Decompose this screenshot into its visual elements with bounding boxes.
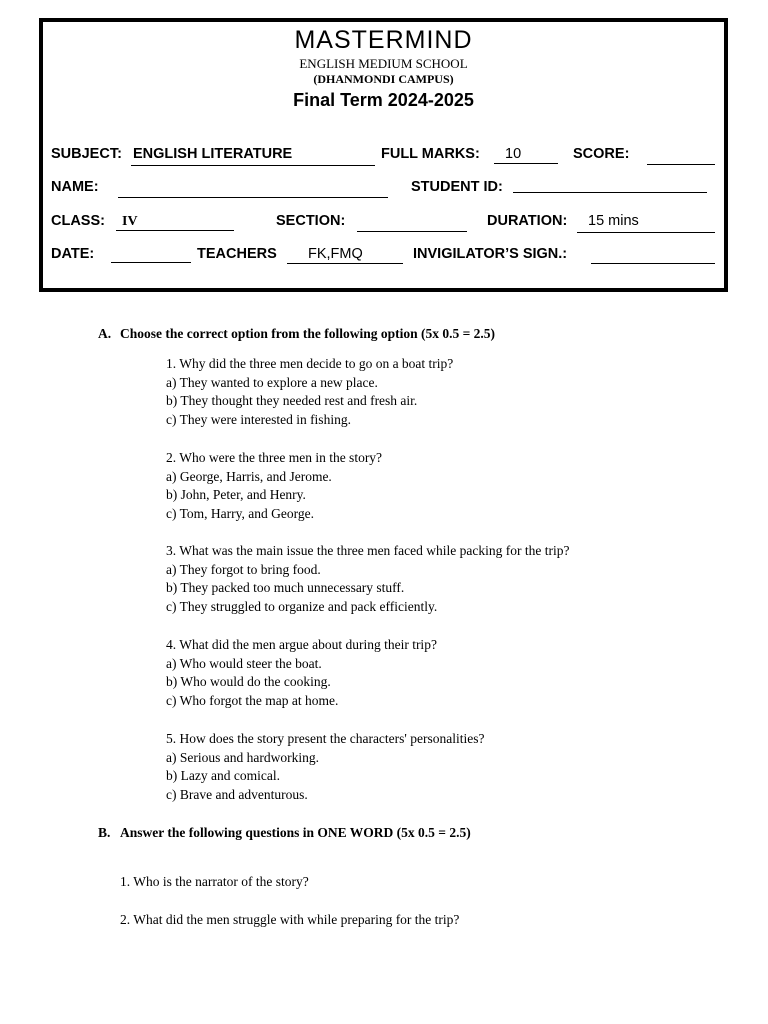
teachers-label: TEACHERS bbox=[197, 246, 277, 262]
subject-label: SUBJECT: bbox=[51, 146, 122, 162]
section-a-marker: A. bbox=[98, 326, 112, 341]
question-block bbox=[166, 636, 437, 711]
invigilator-label: INVIGILATOR’S SIGN.: bbox=[413, 246, 568, 262]
question-text: 5. How does the story present the characters' personalities? bbox=[166, 731, 485, 746]
score-field[interactable] bbox=[647, 164, 715, 165]
invigilator-sign-field[interactable] bbox=[591, 263, 715, 264]
date-field[interactable] bbox=[111, 262, 191, 263]
question-block bbox=[166, 730, 484, 805]
question-text: 4. What did the men argue about during their trip? bbox=[166, 637, 437, 652]
class-value: IV bbox=[122, 214, 138, 229]
answer-option: c) Brave and adventurous. bbox=[166, 787, 308, 803]
answer-option: a) They wanted to explore a new place. bbox=[166, 374, 378, 390]
full-marks-label: FULL MARKS: bbox=[381, 146, 480, 162]
school-name: MASTERMIND bbox=[294, 26, 473, 54]
answer-option: a) Serious and hardworking. bbox=[166, 749, 319, 765]
duration-label: DURATION: bbox=[487, 213, 568, 229]
date-label: DATE: bbox=[51, 246, 95, 262]
full-marks-line bbox=[494, 163, 558, 164]
question-block bbox=[166, 449, 382, 524]
section-field[interactable] bbox=[357, 231, 467, 232]
answer-option: c) Tom, Harry, and George. bbox=[166, 506, 315, 522]
question-block bbox=[166, 542, 569, 617]
student-id-field[interactable] bbox=[513, 192, 707, 193]
section-b-marker: B. bbox=[98, 825, 111, 840]
name-label: NAME: bbox=[51, 179, 99, 195]
teachers-line bbox=[287, 263, 403, 264]
short-question: 1. Who is the narrator of the story? bbox=[120, 874, 309, 889]
answer-option: a) George, Harris, and Jerome. bbox=[166, 468, 332, 484]
class-label: CLASS: bbox=[51, 213, 105, 229]
school-type: ENGLISH MEDIUM SCHOOL bbox=[299, 56, 468, 71]
exam-header-box bbox=[39, 18, 728, 292]
campus-name: (DHANMONDI CAMPUS) bbox=[313, 72, 454, 86]
subject-line bbox=[131, 165, 375, 166]
question-block bbox=[166, 355, 453, 430]
answer-option: b) They packed too much unnecessary stuff. bbox=[166, 580, 405, 596]
answer-option: b) Lazy and comical. bbox=[166, 768, 280, 784]
duration-line bbox=[577, 232, 715, 233]
subject-value: ENGLISH LITERATURE bbox=[133, 146, 293, 162]
question-text: 1. Why did the three men decide to go on a boat trip? bbox=[166, 356, 454, 371]
exam-title: Final Term 2024-2025 bbox=[293, 90, 474, 110]
answer-option: b) Who would do the cooking. bbox=[166, 674, 331, 690]
short-question: 2. What did the men struggle with while preparing for the trip? bbox=[120, 912, 460, 927]
full-marks-value: 10 bbox=[505, 146, 522, 162]
answer-option: b) John, Peter, and Henry. bbox=[166, 487, 306, 503]
duration-value: 15 mins bbox=[588, 213, 639, 229]
student-id-label: STUDENT ID: bbox=[411, 179, 503, 195]
answer-option: b) They thought they needed rest and fresh air. bbox=[166, 393, 418, 409]
score-label: SCORE: bbox=[573, 146, 630, 162]
answer-option: a) They forgot to bring food. bbox=[166, 561, 321, 577]
section-label: SECTION: bbox=[276, 213, 346, 229]
section-b-heading: Answer the following questions in ONE WORD (5x 0.5 = 2.5) bbox=[120, 825, 471, 840]
class-line bbox=[116, 230, 234, 231]
teachers-value: FK,FMQ bbox=[308, 246, 363, 262]
question-text: 2. Who were the three men in the story? bbox=[166, 450, 383, 465]
section-a-heading: Choose the correct option from the following option (5x 0.5 = 2.5) bbox=[120, 326, 496, 341]
answer-option: a) Who would steer the boat. bbox=[166, 655, 322, 671]
name-field[interactable] bbox=[118, 197, 388, 198]
answer-option: c) Who forgot the map at home. bbox=[166, 693, 339, 709]
answer-option: c) They struggled to organize and pack efficiently. bbox=[166, 599, 438, 615]
answer-option: c) They were interested in fishing. bbox=[166, 412, 351, 428]
question-text: 3. What was the main issue the three men faced while packing for the trip? bbox=[166, 543, 570, 558]
